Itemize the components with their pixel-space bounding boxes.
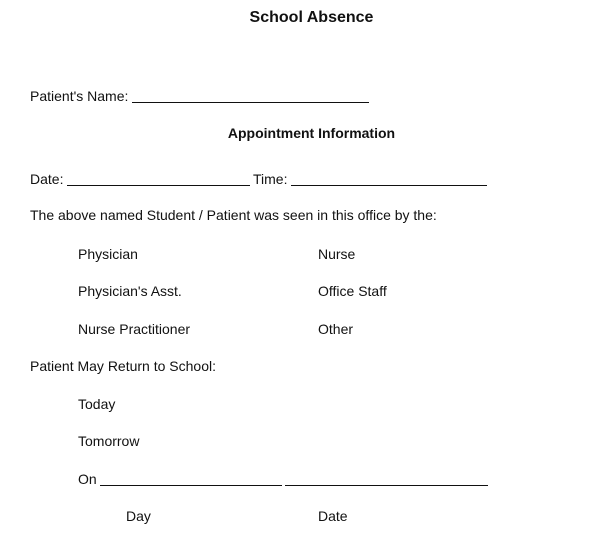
return-date-field[interactable] bbox=[285, 485, 488, 486]
return-day-field[interactable] bbox=[100, 485, 282, 486]
date-label: Date: bbox=[30, 171, 64, 187]
date-field[interactable] bbox=[67, 185, 250, 186]
provider-nurse-practitioner: Nurse Practitioner bbox=[78, 321, 191, 337]
patient-name-field[interactable] bbox=[132, 102, 369, 103]
provider-physician-asst: Physician's Asst. bbox=[78, 283, 182, 299]
date-caption: Date bbox=[318, 508, 348, 524]
provider-physician: Physician bbox=[78, 246, 138, 262]
return-tomorrow: Tomorrow bbox=[78, 433, 140, 449]
patient-name-label: Patient's Name: bbox=[30, 88, 129, 104]
time-label: Time: bbox=[253, 171, 288, 187]
seen-statement: The above named Student / Patient was seen in this office by the: bbox=[30, 207, 437, 223]
return-label: Patient May Return to School: bbox=[30, 358, 216, 374]
time-field[interactable] bbox=[291, 185, 487, 186]
return-on-label: On bbox=[78, 471, 97, 487]
day-caption: Day bbox=[126, 508, 151, 524]
provider-other: Other bbox=[318, 321, 354, 337]
form-title: School Absence bbox=[249, 9, 374, 26]
provider-office-staff: Office Staff bbox=[318, 283, 387, 299]
section-title: Appointment Information bbox=[227, 125, 396, 141]
provider-nurse: Nurse bbox=[318, 246, 356, 262]
return-today: Today bbox=[78, 396, 116, 412]
